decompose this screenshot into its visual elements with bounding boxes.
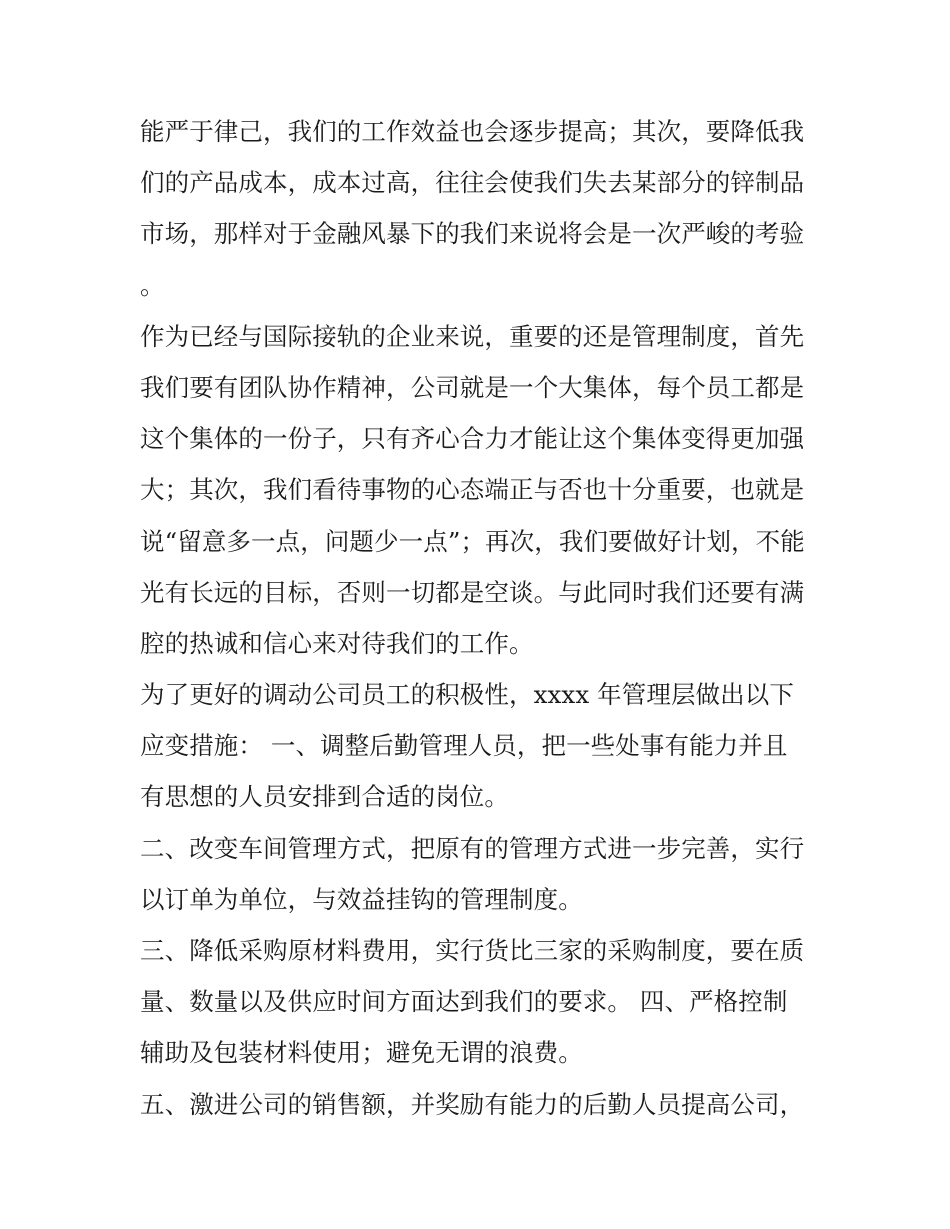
text-line: 腔的热诚和信心来对待我们的工作。 (140, 628, 534, 658)
text-line: 说“留意多一点，问题少一点”；再次，我们要做好计划，不能 (140, 526, 805, 556)
text-line: 为了更好的调动公司员工的积极性，xxxx 年管理层做出以下 (140, 680, 794, 710)
text-line: 。 (140, 270, 165, 300)
text-line: 辅助及包装材料使用；避免无谓的浪费。 (140, 1038, 583, 1068)
text-line: 有思想的人员安排到合适的岗位。 (140, 782, 509, 812)
body-text (140, 106, 820, 1130)
text-line: 量、数量以及供应时间方面达到我们的要求。 四、严格控制 (140, 987, 788, 1017)
text-line: 光有长远的目标，否则一切都是空谈。与此同时我们还要有满 (140, 577, 805, 607)
text-line: 三、降低采购原材料费用，实行货比三家的采购制度，要在质 (140, 936, 805, 965)
text-line: 作为已经与国际接轨的企业来说，重要的还是管理制度，首先 (140, 321, 805, 351)
text-line: 应变措施： 一、调整后勤管理人员，把一些处事有能力并且 (140, 731, 788, 761)
text-line: 以订单为单位，与效益挂钩的管理制度。 (140, 884, 583, 914)
text-line: 能严于律己，我们的工作效益也会逐步提高；其次，要降低我 (140, 117, 805, 146)
text-line: 五、激进公司的销售额，并奖励有能力的后勤人员提高公司， (140, 1089, 805, 1119)
text-line: 市场，那样对于金融风暴下的我们来说将会是一次严峻的考验 (140, 219, 805, 249)
text-line: 大；其次，我们看待事物的心态端正与否也十分重要，也就是 (140, 475, 805, 505)
text-line: 们的产品成本，成本过高，往往会使我们失去某部分的锌制品 (140, 168, 805, 198)
text-line: 二、改变车间管理方式，把原有的管理方式进一步完善，实行 (140, 833, 805, 863)
text-line: 我们要有团队协作精神，公司就是一个大集体，每个员工都是 (140, 372, 805, 402)
text-line: 这个集体的一份子，只有齐心合力才能让这个集体变得更加强 (140, 424, 805, 454)
